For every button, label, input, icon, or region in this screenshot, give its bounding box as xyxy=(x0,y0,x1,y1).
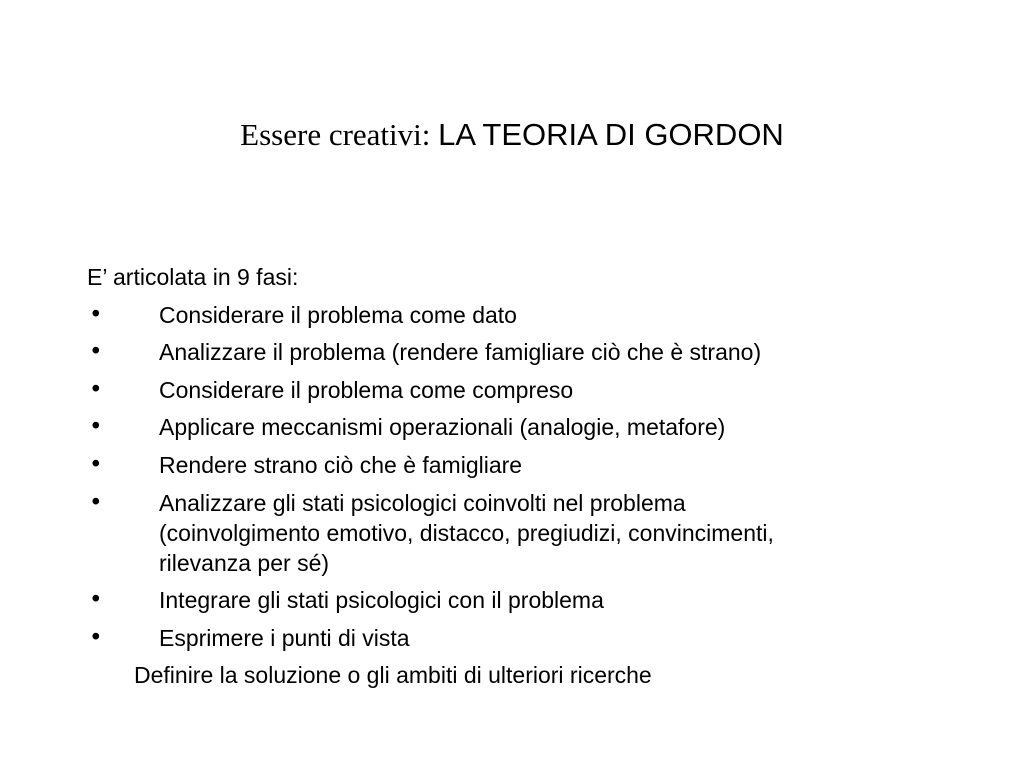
bullet-icon: • xyxy=(89,587,103,614)
title-sans-part: LA TEORIA DI GORDON xyxy=(438,117,784,152)
bullet-icon: • xyxy=(89,376,103,403)
list-item-text: Considerare il problema come dato xyxy=(159,301,517,328)
list-item-text: Analizzare il problema (rendere famigliare ciò che è strano) xyxy=(159,339,762,366)
phase-list xyxy=(87,300,987,653)
list-item-text: Rendere strano ciò che è famigliare xyxy=(159,451,523,478)
list-item-text: Integrare gli stati psicologici con il problema xyxy=(159,587,604,614)
list-item xyxy=(87,337,987,367)
closing-text: Definire la soluzione o gli ambiti di ulteriori ricerche xyxy=(134,662,652,689)
bullet-icon: • xyxy=(89,489,103,516)
list-item-text: Considerare il problema come compreso xyxy=(159,376,574,403)
list-item xyxy=(87,623,987,653)
list-item xyxy=(87,488,987,578)
bullet-icon: • xyxy=(89,451,103,478)
bullet-icon: • xyxy=(89,624,103,651)
bullet-icon: • xyxy=(89,339,103,366)
list-item xyxy=(87,450,987,480)
slide-body xyxy=(87,262,987,690)
list-item-text: Applicare meccanismi operazionali (analogie, metafore) xyxy=(159,414,726,441)
intro-text: E’ articolata in 9 fasi: xyxy=(87,264,299,290)
list-item xyxy=(87,375,987,405)
list-item xyxy=(87,585,987,615)
list-item-text: Analizzare gli stati psicologici coinvolti nel problema (coinvolgimento emotivo, distacco, pregiudizi, convincimenti, rilevanza per sé) xyxy=(159,489,774,576)
list-item xyxy=(87,300,987,330)
list-item-text: Esprimere i punti di vista xyxy=(159,624,410,651)
bullet-icon: • xyxy=(89,414,103,441)
list-item xyxy=(87,412,987,442)
slide-title xyxy=(0,112,1024,157)
title-serif-part: Essere creativi: xyxy=(240,117,439,152)
bullet-icon: • xyxy=(89,301,103,328)
